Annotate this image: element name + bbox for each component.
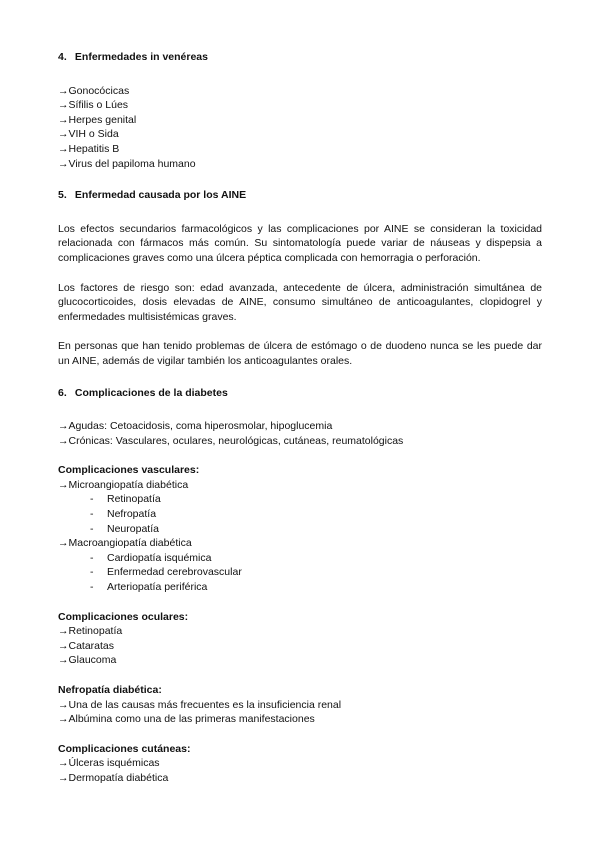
list-item: → Virus del papiloma humano: [58, 157, 542, 172]
paragraph: En personas que han tenido problemas de úlcera de estómago o de duodeno nunca se les puede dar un AINE, además de vigilar también los anticoagulantes orales.: [58, 340, 542, 367]
paragraph: Los efectos secundarios farmacológicos y las complicaciones por AINE se consideran la toxicidad relacionada con fármacos más común. Su sintomatología puede variar de náuseas y dispepsia a complicaciones graves como una úlcera péptica complicada con hemorragia o perforación.: [58, 222, 542, 264]
ocular-list: [58, 624, 542, 668]
micro-sublist: [58, 492, 542, 536]
subheading-skin: Complicaciones cutáneas:: [58, 742, 191, 755]
paragraph: Los factores de riesgo son: edad avanzada, antecedente de úlcera, administración simultánea de glucocorticoides, dosis elevadas de AINE, consumo simultáneo de anticoagulantes, clopidogrel y enfermedades multisistémicas graves.: [58, 281, 542, 323]
list-item: → Albúmina como una de las primeras manifestaciones: [58, 712, 542, 727]
list-item: → VIH o Sida: [58, 127, 542, 142]
skin-list: [58, 756, 542, 785]
section-number: 5.: [58, 189, 67, 202]
section-title: Complicaciones de la diabetes: [74, 386, 228, 399]
list-item: → Glaucoma: [58, 653, 542, 668]
list-item: → Gonocócicas: [58, 84, 542, 99]
std-list: [58, 84, 542, 172]
list-item: → Hepatitis B: [58, 142, 542, 157]
sublist-item: - Cardiopatía isquémica: [90, 551, 542, 566]
document-content: [58, 50, 542, 786]
vascular-list: [58, 536, 542, 551]
list-item: → Microangiopatía diabética: [58, 478, 542, 493]
section-heading: [58, 188, 542, 203]
vascular-list: [58, 478, 542, 493]
section-title: Enfermedades in venéreas: [74, 51, 208, 63]
subheading-vascular: Complicaciones vasculares:: [58, 464, 200, 477]
list-item: → Una de las causas más frecuentes es la insuficiencia renal: [58, 698, 542, 713]
list-item: → Retinopatía: [58, 624, 542, 639]
list-item: → Crónicas: Vasculares, oculares, neurológicas, cutáneas, reumatológicas: [58, 434, 542, 449]
list-item: → Úlceras isquémicas: [58, 756, 542, 771]
nephro-list: [58, 698, 542, 727]
section-heading: [58, 386, 542, 401]
list-item: → Sífilis o Lúes: [58, 98, 542, 113]
sublist-item: - Enfermedad cerebrovascular: [90, 565, 542, 580]
list-item: → Macroangiopatía diabética: [58, 536, 542, 551]
section-title: Enfermedad causada por los AINE: [74, 189, 247, 202]
sublist-item: - Retinopatía: [90, 492, 542, 507]
list-item: → Cataratas: [58, 639, 542, 654]
subheading-nephro: Nefropatía diabética:: [58, 684, 162, 696]
sublist-item: - Nefropatía: [90, 507, 542, 522]
complication-types-list: [58, 419, 542, 448]
list-item: → Agudas: Cetoacidosis, coma hiperosmolar, hipoglucemia: [58, 419, 542, 434]
list-item: → Dermopatía diabética: [58, 771, 542, 786]
section-number: 4.: [58, 51, 67, 63]
list-item: → Herpes genital: [58, 113, 542, 128]
section-number: 6.: [58, 386, 67, 399]
section-heading: [58, 50, 542, 65]
subheading-ocular: Complicaciones oculares:: [58, 610, 189, 623]
macro-sublist: [58, 551, 542, 595]
sublist-item: - Arteriopatía periférica: [90, 580, 542, 595]
sublist-item: - Neuropatía: [90, 522, 542, 537]
